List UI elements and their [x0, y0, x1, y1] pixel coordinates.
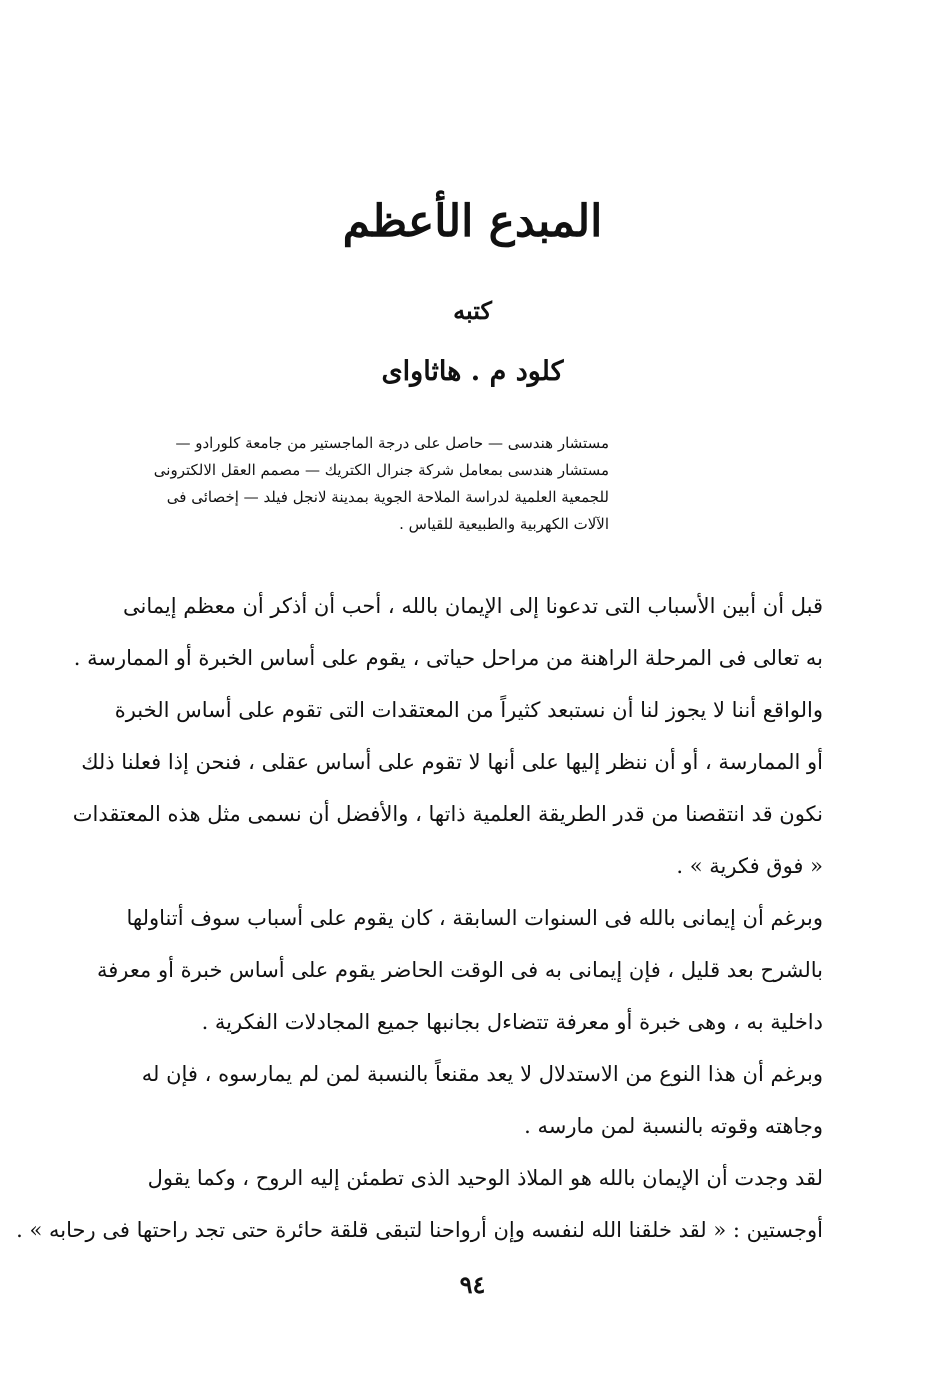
text-line: داخلية به ، وهى خبرة أو معرفة تتضاءل بجانبها جميع المجادلات الفكرية .: [201, 1010, 823, 1034]
written-by-label: كتبه: [453, 296, 492, 325]
paragraph-4: [111, 1048, 823, 1152]
author-name: كلود م . هاثاواى: [381, 356, 564, 387]
text-line: بالشرح بعد قليل ، فإن إيمانى به فى الوقت الحاضر يقوم على أساس خبرة أو معرفة: [97, 958, 823, 982]
text-line: لقد وجدت أن الإيمان بالله هو الملاذ الوحيد الذى تطمئن إليه الروح ، وكما يقول: [147, 1166, 823, 1190]
paragraph-1: [73, 580, 823, 684]
text-line: قبل أن أبين الأسباب التى تدعونا إلى الإيمان بالله ، أحب أن أذكر أن معظم إيمانى: [123, 594, 823, 618]
text-line: أوجستين : « لقد خلقنا الله لنفسه وإن أرواحنا لتبقى قلقة حائرة حتى تجد راحتها فى رحابه » .: [16, 1218, 823, 1242]
text-line: به تعالى فى المرحلة الراهنة من مراحل حياتى ، يقوم على أساس الخبرة أو الممارسة .: [73, 646, 823, 670]
bio-line: مستشار هندسى — حاصل على درجة الماجستير من جامعة كلورادو —: [175, 434, 609, 452]
paragraph-3: [97, 892, 823, 1048]
text-line: والواقع أننا لا يجوز لنا أن نستبعد كثيراً من المعتقدات التى تقوم على أساس الخبرة: [114, 698, 823, 722]
bio-line: الآلات الكهربية والطبيعية للقياس .: [399, 515, 609, 533]
bio-line: للجمعية العلمية لدراسة الملاحة الجوية بمدينة لانجل فيلد — إخصائى فى: [166, 488, 609, 506]
body-text: [16, 580, 823, 1256]
chapter-title: المبدع الأعظم: [342, 196, 603, 247]
bio-line: مستشار هندسى بمعامل شركة جنرال الكتريك — مصمم العقل الالكترونى: [153, 461, 609, 479]
text-line: وجاهته وقوته بالنسبة لمن مارسه .: [524, 1114, 823, 1138]
text-line: أو الممارسة ، أو أن ننظر إليها على أنها لا تقوم على أساس عقلى ، فنحن إذا فعلنا ذلك: [81, 750, 823, 774]
page-number: ٩٤: [459, 1270, 486, 1299]
text-line: نكون قد انتقصنا من قدر الطريقة العلمية ذاتها ، والأفضل أن نسمى مثل هذه المعتقدات: [72, 802, 823, 826]
paragraph-5: [16, 1152, 823, 1256]
text-line: وبرغم أن إيمانى بالله فى السنوات السابقة ، كان يقوم على أسباب سوف أتناولها: [126, 906, 823, 930]
text-line: وبرغم أن هذا النوع من الاستدلال لا يعد مقنعاً بالنسبة لمن لم يمارسوه ، فإن له: [141, 1062, 823, 1086]
text-line: « فوق فكرية » .: [676, 854, 823, 878]
paragraph-2: [72, 684, 823, 892]
author-bio: [99, 430, 609, 538]
